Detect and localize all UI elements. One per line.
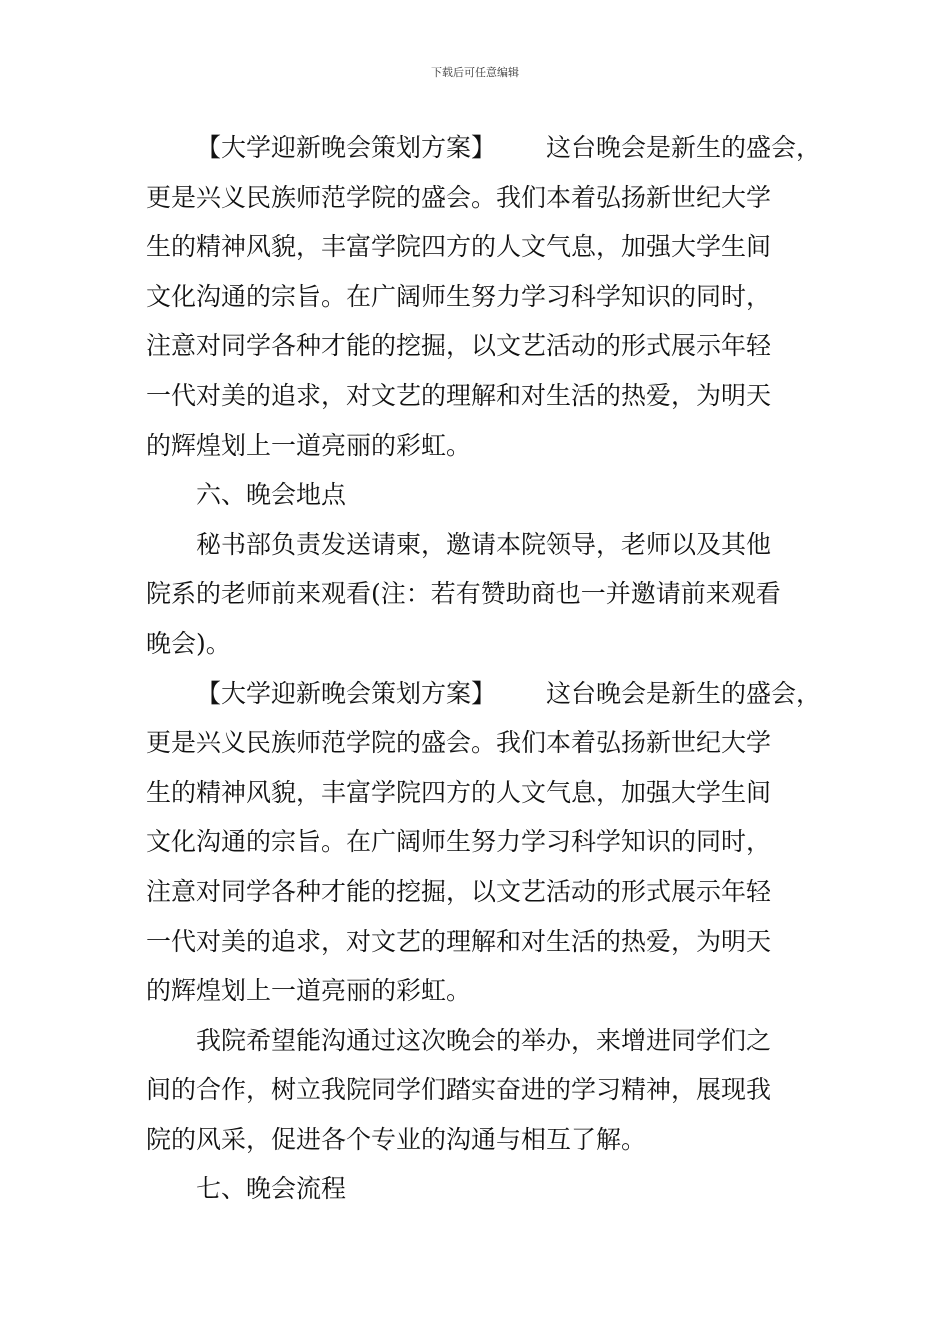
paragraph-text: 这台晚会是新生的盛会， <box>546 133 822 162</box>
paragraph-line <box>146 128 826 178</box>
paragraph-line: 一代对美的追求，对文艺的理解和对生活的热爱，为明天 <box>146 926 772 956</box>
section-title-bracket: 【大学迎新晚会策划方案】 <box>196 133 497 162</box>
paragraph-line: 更是兴义民族师范学院的盛会。我们本着弘扬新世纪大学 <box>146 182 772 212</box>
page-header: 下载后可任意编辑 <box>431 66 519 79</box>
section-heading: 六、晚会地点 <box>196 480 347 510</box>
section-heading: 七、晚会流程 <box>196 1174 347 1204</box>
paragraph-line: 生的精神风貌，丰富学院四方的人文气息，加强大学生间 <box>146 777 772 807</box>
paragraph-line: 一代对美的追求，对文艺的理解和对生活的热爱，为明天 <box>146 380 772 410</box>
section-title-bracket: 【大学迎新晚会策划方案】 <box>196 678 497 708</box>
paragraph-line: 院系的老师前来观看(注：若有赞助商也一并邀请前来观看 <box>146 579 781 609</box>
paragraph-line <box>146 674 826 724</box>
paragraph-text: 这台晚会是新生的盛会， <box>546 678 822 708</box>
paragraph-line: 我院希望能沟通过这次晚会的举办，来增进同学们之 <box>196 1025 772 1055</box>
paragraph-line: 晚会)。 <box>146 628 231 658</box>
paragraph-line: 文化沟通的宗旨。在广阔师生努力学习科学知识的同时， <box>146 827 772 857</box>
paragraph-line: 的辉煌划上一道亮丽的彩虹。 <box>146 976 472 1006</box>
paragraph-line: 文化沟通的宗旨。在广阔师生努力学习科学知识的同时， <box>146 281 772 311</box>
document-body <box>146 128 826 1219</box>
paragraph-line: 秘书部负责发送请柬，邀请本院领导，老师以及其他 <box>196 529 772 559</box>
paragraph-line: 注意对同学各种才能的挖掘，以文艺活动的形式展示年轻 <box>146 876 772 906</box>
paragraph-line: 间的合作，树立我院同学们踏实奋进的学习精神，展现我 <box>146 1075 772 1105</box>
paragraph-line: 注意对同学各种才能的挖掘，以文艺活动的形式展示年轻 <box>146 331 772 361</box>
paragraph-line: 院的风采，促进各个专业的沟通与相互了解。 <box>146 1124 647 1154</box>
paragraph-line: 的辉煌划上一道亮丽的彩虹。 <box>146 430 472 460</box>
paragraph-line: 生的精神风貌，丰富学院四方的人文气息，加强大学生间 <box>146 232 772 262</box>
paragraph-line: 更是兴义民族师范学院的盛会。我们本着弘扬新世纪大学 <box>146 728 772 758</box>
